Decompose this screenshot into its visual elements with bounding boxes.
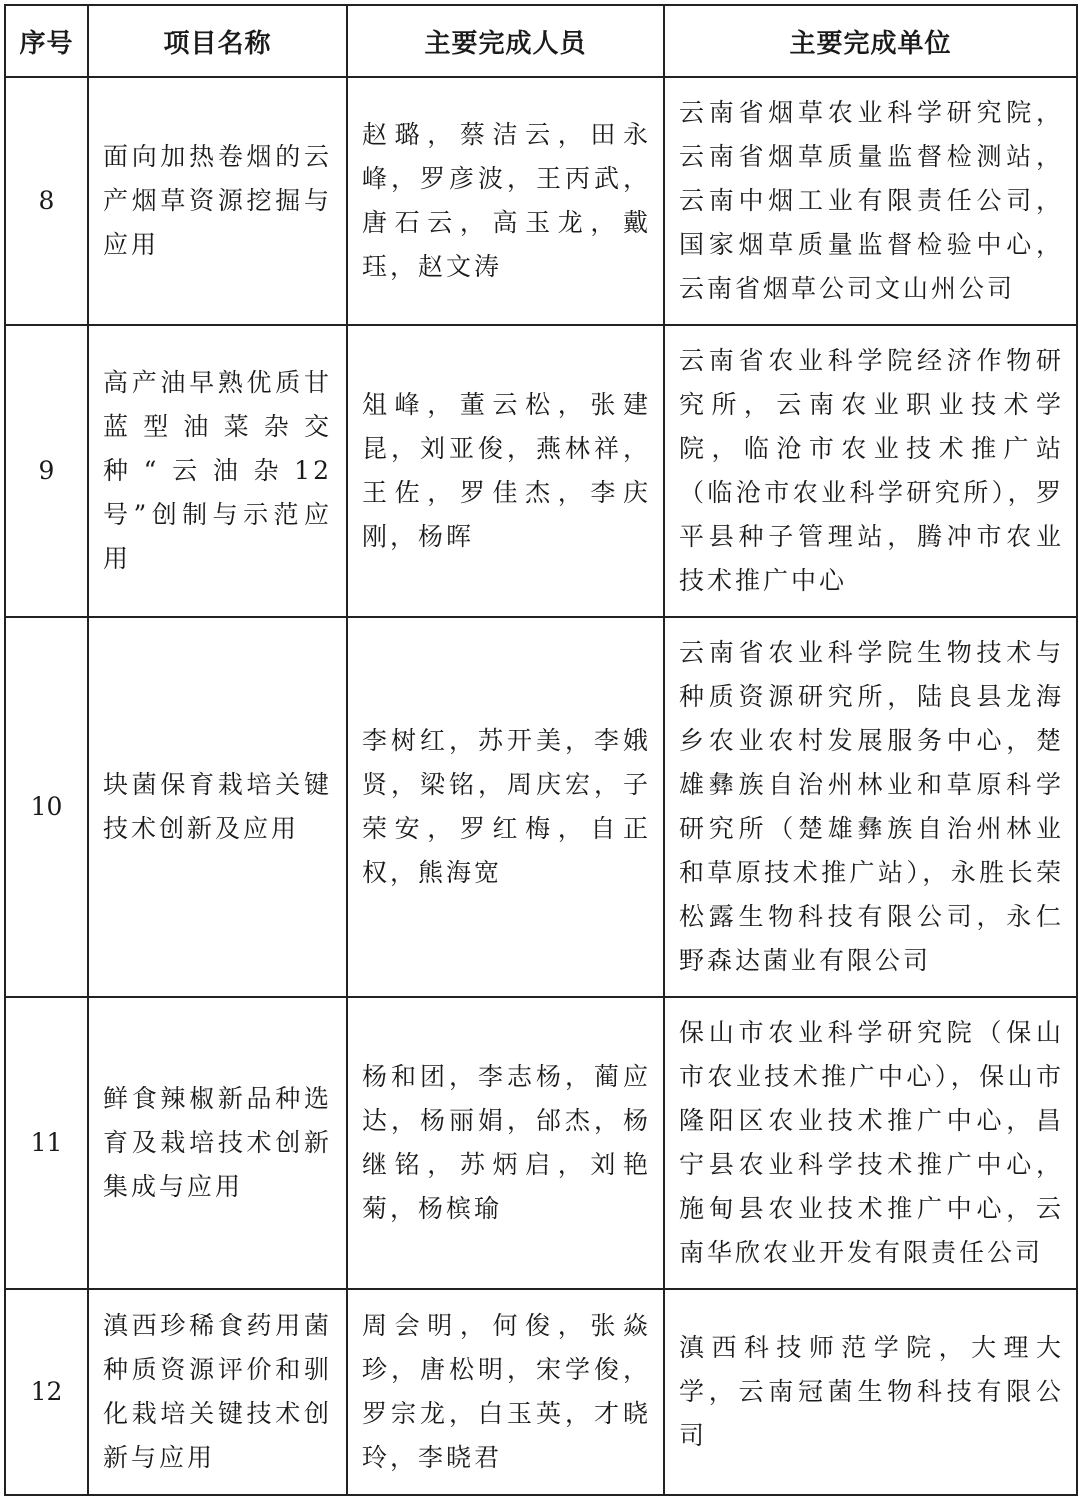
header-project-name: 项目名称	[88, 5, 347, 77]
row-main-units: 云南省烟草农业科学研究院，云南省烟草质量监督检测站，云南中烟工业有限责任公司，国家烟草质量监督检验中心，云南省烟草公司文山州公司	[664, 77, 1077, 325]
row-main-units: 云南省农业科学院经济作物研究所，云南农业职业技术学院，临沧市农业技术推广站（临沧市农业科学研究所），罗平县种子管理站，腾冲市农业技术推广中心	[664, 325, 1077, 617]
row-serial-number: 11	[5, 997, 88, 1289]
row-main-units: 云南省农业科学院生物技术与种质资源研究所，陆良县龙海乡农业农村发展服务中心，楚雄彝族自治州林业和草原科学研究所（楚雄彝族自治州林业和草原技术推广站），永胜长荣松露生物科技有限公司，永仁野森达菌业有限公司	[664, 617, 1077, 997]
table-row	[5, 617, 1077, 997]
row-main-units: 保山市农业科学研究院（保山市农业技术推广中心），保山市隆阳区农业技术推广中心，昌宁县农业科学技术推广中心，施甸县农业技术推广中心，云南华欣农业开发有限责任公司	[664, 997, 1077, 1289]
header-main-units: 主要完成单位	[664, 5, 1077, 77]
row-serial-number: 9	[5, 325, 88, 617]
table-row	[5, 325, 1077, 617]
awards-table	[4, 4, 1078, 1496]
row-main-personnel: 俎峰，董云松，张建昆，刘亚俊，燕林祥，王佐，罗佳杰，李庆刚，杨晖	[347, 325, 664, 617]
row-main-units: 滇西科技师范学院，大理大学，云南冠菌生物科技有限公司	[664, 1289, 1077, 1495]
row-main-personnel: 赵璐，蔡洁云，田永峰，罗彦波，王丙武，唐石云，高玉龙，戴珏，赵文涛	[347, 77, 664, 325]
row-serial-number: 10	[5, 617, 88, 997]
row-main-personnel: 李树红，苏开美，李娥贤，梁铭，周庆宏，子荣安，罗红梅，自正权，熊海宽	[347, 617, 664, 997]
table-row	[5, 1289, 1077, 1495]
table-row	[5, 77, 1077, 325]
row-project-name: 鲜食辣椒新品种选育及栽培技术创新集成与应用	[88, 997, 347, 1289]
table-row	[5, 997, 1077, 1289]
header-serial-number: 序号	[5, 5, 88, 77]
row-main-personnel: 杨和团，李志杨，蔺应达，杨丽娟，邰杰，杨继铭，苏炳启，刘艳菊，杨槟瑜	[347, 997, 664, 1289]
row-project-name: 块菌保育栽培关键技术创新及应用	[88, 617, 347, 997]
row-serial-number: 12	[5, 1289, 88, 1495]
row-project-name: 滇西珍稀食药用菌种质资源评价和驯化栽培关键技术创新与应用	[88, 1289, 347, 1495]
header-main-personnel: 主要完成人员	[347, 5, 664, 77]
row-serial-number: 8	[5, 77, 88, 325]
table-header-row	[5, 5, 1077, 77]
row-project-name: 高产油早熟优质甘蓝型油菜杂交种“云油杂12号”创制与示范应用	[88, 325, 347, 617]
row-project-name: 面向加热卷烟的云产烟草资源挖掘与应用	[88, 77, 347, 325]
row-main-personnel: 周会明，何俊，张焱珍，唐松明，宋学俊，罗宗龙，白玉英，才晓玲，李晓君	[347, 1289, 664, 1495]
